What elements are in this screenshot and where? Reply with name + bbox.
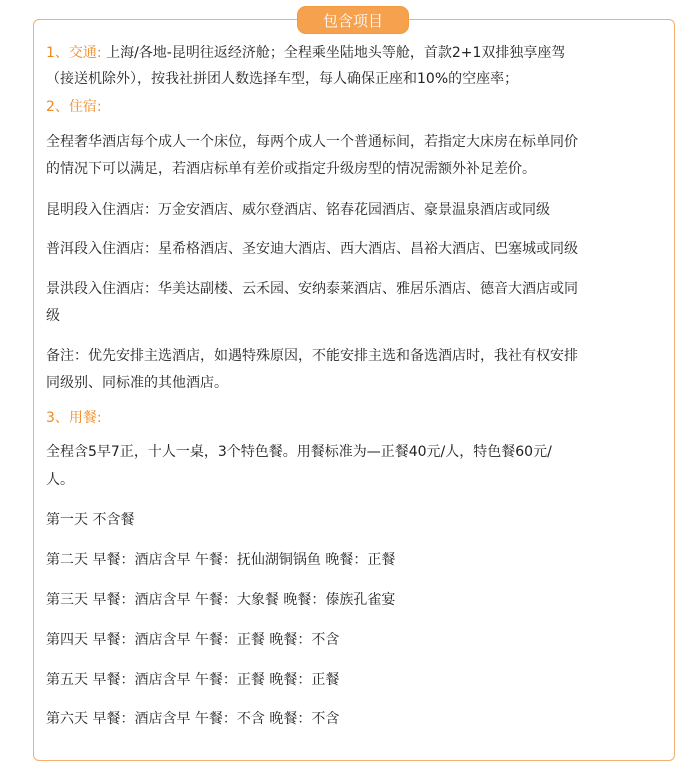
transport-heading: 1、交通:: [46, 45, 102, 61]
kunming-hotels: 昆明段入住酒店：万金安酒店、威尔登酒店、铭春花园酒店、豪景温泉酒店或同级: [46, 202, 550, 218]
accommodation-para-line-1: 全程奢华酒店每个成人一个床位，每两个成人一个普通标间，若指定大床房在标单同价: [46, 134, 578, 150]
accommodation-heading: 2、住宿:: [46, 99, 102, 115]
meal-day-3: 第三天 早餐：酒店含早 午餐：大象餐 晚餐：傣族孔雀宴: [46, 592, 396, 608]
meal-day-2: 第二天 早餐：酒店含早 午餐：抚仙湖铜锅鱼 晚餐：正餐: [46, 552, 396, 568]
meals-intro-line-2: 人。: [46, 472, 74, 488]
hotel-note-line-2: 同级别、同标准的其他酒店。: [46, 375, 228, 391]
meal-day-6: 第六天 早餐：酒店含早 午餐：不含 晚餐：不含: [46, 711, 340, 727]
jinghong-hotels-line-2: 级: [46, 308, 60, 324]
meal-day-5: 第五天 早餐：酒店含早 午餐：正餐 晚餐：正餐: [46, 672, 340, 688]
transport-line-1: [46, 40, 565, 66]
transport-text-2: （接送机除外），按我社拼团人数选择车型，每人确保正座和10%的空座率；: [46, 71, 519, 87]
meal-day-1: 第一天 不含餐: [46, 512, 135, 528]
meal-day-4: 第四天 早餐：酒店含早 午餐：正餐 晚餐：不含: [46, 632, 340, 648]
hotel-note-line-1: 备注：优先安排主选酒店，如遇特殊原因，不能安排主选和备选酒店时，我社有权安排: [46, 348, 578, 364]
accommodation-para-line-2: 的情况下可以满足，若酒店标单有差价或指定升级房型的情况需额外补足差价。: [46, 161, 536, 177]
section-tab: 包含项目: [297, 6, 409, 34]
transport-text-1: 上海/各地-昆明往返经济舱；全程乘坐陆地头等舱，首款2+1双排独享座驾: [106, 45, 566, 61]
meals-heading: 3、用餐:: [46, 410, 102, 426]
meals-intro-line-1: 全程含5早7正，十人一桌，3个特色餐。用餐标准为—正餐40元/人，特色餐60元/: [46, 444, 552, 460]
puer-hotels: 普洱段入住酒店：星希格酒店、圣安迪大酒店、西大酒店、昌裕大酒店、巴塞城或同级: [46, 241, 578, 257]
jinghong-hotels-line-1: 景洪段入住酒店：华美达副楼、云禾园、安纳泰莱酒店、雅居乐酒店、德音大酒店或同: [46, 281, 578, 297]
